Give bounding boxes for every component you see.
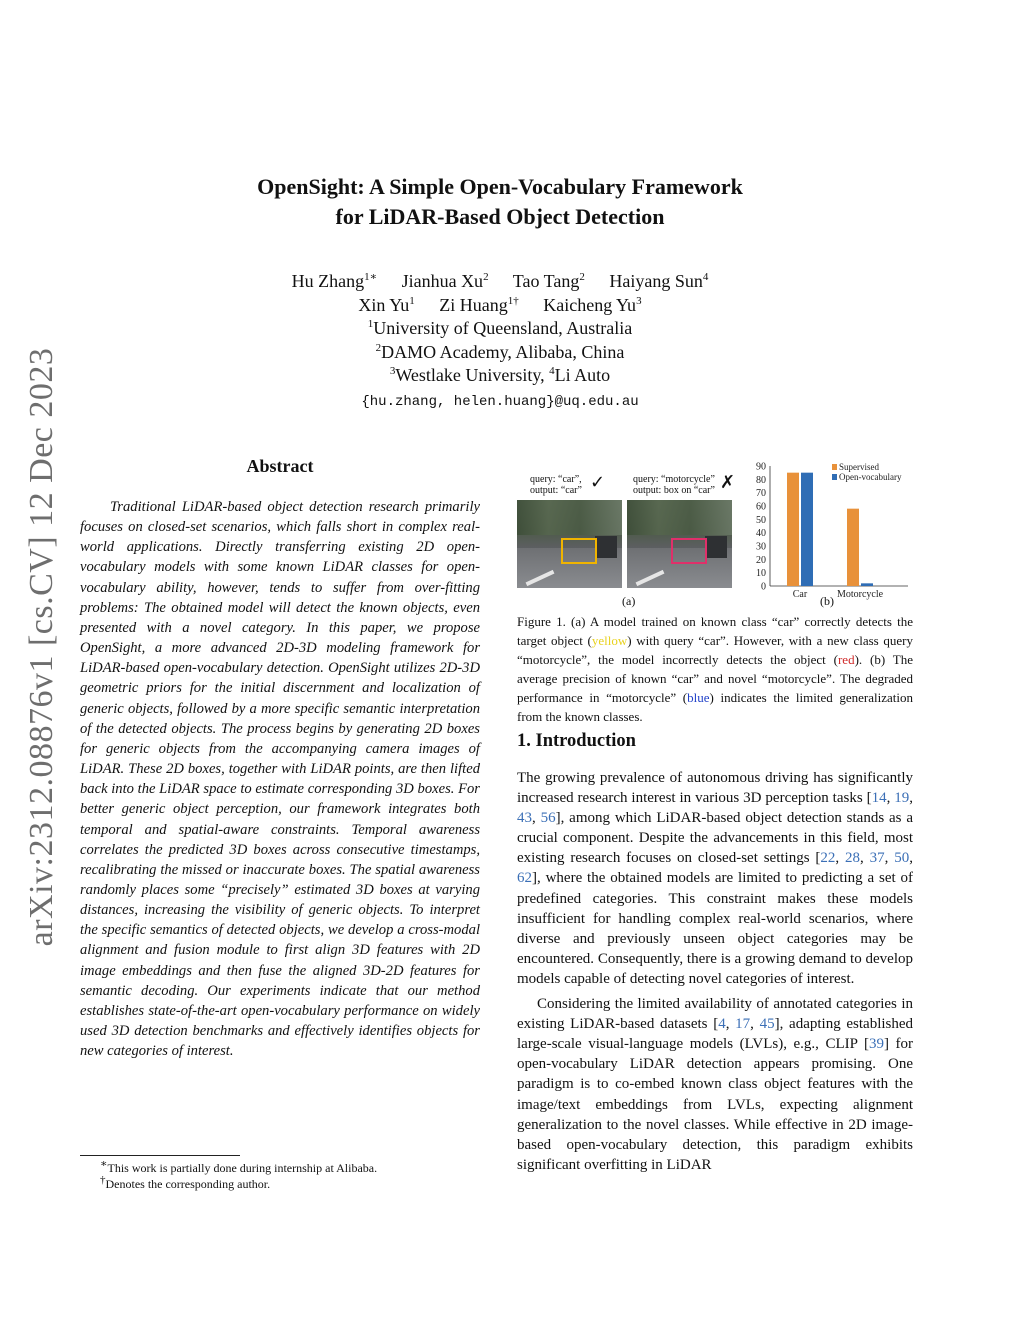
y-tick-label: 10 [756, 568, 766, 580]
author-sup: 4 [702, 271, 709, 283]
y-tick-label: 50 [756, 514, 766, 526]
y-tick-label: 40 [756, 528, 766, 540]
citation-link[interactable]: 50 [894, 850, 910, 867]
x-tick-label: Motorcycle [836, 589, 884, 600]
citation-link[interactable]: 56 [540, 810, 556, 827]
author-name: Jianhua Xu [401, 271, 484, 291]
paper-title [150, 172, 850, 232]
check-icon: ✓ [590, 472, 606, 493]
citation-link[interactable]: 62 [517, 870, 532, 887]
y-tick-label: 90 [756, 461, 766, 473]
y-tick-label: 20 [756, 554, 766, 566]
bar-open-vocabulary-car [801, 473, 813, 586]
author-sup: 1 [409, 294, 415, 307]
cross-icon: ✗ [720, 472, 736, 493]
author-sup: 2 [483, 271, 489, 283]
citation-link[interactable]: 14 [871, 790, 887, 807]
intro-paragraph-1: The growing prevalence of autonomous driving has significantly increased research interest in various 3D perception tasks [14, 19, 43, 56], among which LiDAR-based object detection stands as a crucial component. Despite the advancements in this field, most existing research focuses on closed-set settings [22, 28, 37, 50, 62], where the obtained models are limited to predicting a set of predefined categories. This constraint makes these models insufficient for handling complex real-world scenarios, where diverse and previously unseen object categories may be encountered. Consequently, there is a growing demand to develop models capable of detecting novel categories of interest. [517, 770, 914, 987]
citation-link[interactable]: 37 [869, 850, 885, 867]
y-tick-label: 70 [756, 488, 766, 500]
author-sup: 3 [636, 294, 642, 307]
street-photo-motorcycle-query [627, 500, 732, 588]
bar-supervised-car [787, 473, 799, 586]
legend-swatch [832, 464, 837, 470]
author-name: Xin Yu [358, 294, 410, 315]
legend-label: Open-vocabulary [839, 472, 902, 482]
citation-link[interactable]: 28 [845, 850, 861, 867]
citation-link[interactable]: 22 [820, 850, 836, 867]
y-tick-label: 30 [756, 541, 766, 553]
citation-link[interactable]: 45 [759, 1016, 775, 1033]
panel-a-label: (a) [622, 594, 636, 608]
footnote-2: †Denotes the corresponding author. [100, 1174, 271, 1191]
citation-link[interactable]: 43 [517, 810, 532, 827]
street-photo-car-query [517, 500, 622, 588]
author-sup: 1∗ [364, 271, 378, 283]
introduction-body [517, 768, 913, 1180]
y-tick-label: 0 [761, 581, 766, 593]
author-sup: 1† [507, 294, 519, 307]
ap-bar-chart [748, 458, 918, 610]
footnote-1: ∗This work is partially done during internship at Alibaba. [100, 1158, 378, 1175]
title-line-1: OpenSight: A Simple Open-Vocabulary Framework [257, 174, 743, 199]
panel-b-label: (b) [820, 594, 834, 608]
detection-box-correct [561, 538, 597, 564]
citation-link[interactable]: 19 [894, 790, 910, 807]
affiliation-2: $^2$DAMO Academy, Alibaba, China [375, 341, 625, 362]
contact-email[interactable]: {hu.zhang, helen.huang}@uq.edu.au [361, 393, 639, 410]
bar-open-vocabulary-motorcycle [861, 583, 873, 586]
bar-supervised-motorcycle [847, 509, 859, 586]
abstract-text: Traditional LiDAR-based object detection research primarily focuses on closed-set scenarios, which falls short in complex real-world applications. Directly transferring existing 2D open-vocabulary models with some known LiDAR classes for open-vocabulary ability, however, tends to suffer from over-fitting problems: The obtained model will detect the known objects, even presented with a novel category. In this paper, we propose OpenSight, a more advanced 2D-3D modeling framework for LiDAR-based open-vocabulary detection. OpenSight utilizes 2D-3D geometric priors for the initial discernment and localization of generic objects, followed by a more specific semantic interpretation of the detected objects. The process begins by generating 2D boxes for generic objects from the accompanying camera images of LiDAR. These 2D boxes, together with LiDAR points, are then lifted back into the LiDAR space to estimate corresponding 3D boxes. For better generic object perception, our framework integrates both temporal and spatial-aware constraints. Temporal awareness correlates the predicted 3D boxes across consecutive timestamps, recalibrating the missed or inaccurate boxes. The spatial awareness randomly places some “precisely” estimated 3D boxes at varying distances, increasing the visibility of generic objects. To interpret the specific semantics of detected objects, we develop a cross-modal alignment and fusion module to first align 3D features with 2D image embeddings and then fuse the aligned 3D-2D features for semantic decoding. Our experiments indicate that our method establishes state-of-the-art open-vocabulary performance on widely used 3D detection benchmarks and effectively identifies objects for new categories of interest. [80, 499, 480, 1060]
query-label-car: query: “car”, output: “car” [527, 473, 585, 497]
query-label-motorcycle: query: “motorcycle” output: box on “car” [630, 473, 718, 497]
footnote-divider [80, 1155, 240, 1156]
author-name: Haiyang Sun [609, 271, 703, 291]
author-block [150, 270, 850, 414]
y-tick-label: 60 [756, 501, 766, 513]
citation-link[interactable]: 39 [868, 1036, 884, 1053]
author-name: Tao Tang [512, 271, 580, 291]
detection-box-wrong [671, 538, 707, 564]
citation-link[interactable]: 4 [718, 1016, 726, 1033]
intro-paragraph-2: Considering the limited availability of annotated categories in existing LiDAR-based datasets [4, 17, 45], adapting established large-scale visual-language models (LVLs), e.g., CLIP [39] for open-vocabulary LiDAR detection appears promising. One paradigm is to co-embed known class object features with the image/text embeddings from LVLs, expecting alignment generalization to the novel classes. While effective in 2D image-based open-vocabulary detection, this paradigm exhibits significant overfitting in LiDAR [517, 996, 914, 1173]
author-name: Kaicheng Yu [543, 294, 637, 315]
author-name: Hu Zhang [291, 271, 365, 291]
citation-link[interactable]: 17 [735, 1016, 751, 1033]
affiliation-1: $^1$University of Queensland, Australia [367, 318, 633, 338]
author-line-2 [150, 294, 850, 318]
title-line-2: for LiDAR-Based Object Detection [335, 204, 665, 229]
arxiv-identifier: arXiv:2312.08876v1 [cs.CV] 12 Dec 2023 [23, 347, 60, 947]
footnotes [80, 1160, 480, 1192]
author-line-1 [150, 270, 850, 294]
author-name: Zi Huang [439, 294, 508, 315]
x-tick-label: Car [792, 589, 808, 600]
figure-caption: Figure 1. (a) A model trained on known class “car” correctly detects the target object (yellow) with query “car”. However, with a new class query “motorcycle”, the model incorrectly detects the object (red). (b) The average precision of known “car” and novel “motorcycle”. The degraded performance in “motorcycle” (blue) indicates the limited generalization from the known classes. [517, 614, 914, 725]
legend-label: Supervised [839, 462, 879, 472]
abstract-heading: Abstract [246, 456, 314, 476]
affiliation-3-4: $^3$Westlake University, $^4$Li Auto [389, 365, 611, 385]
section-heading: 1. Introduction [517, 731, 636, 751]
author-sup: 2 [579, 271, 585, 283]
legend-swatch [832, 474, 837, 480]
y-tick-label: 80 [756, 474, 766, 486]
